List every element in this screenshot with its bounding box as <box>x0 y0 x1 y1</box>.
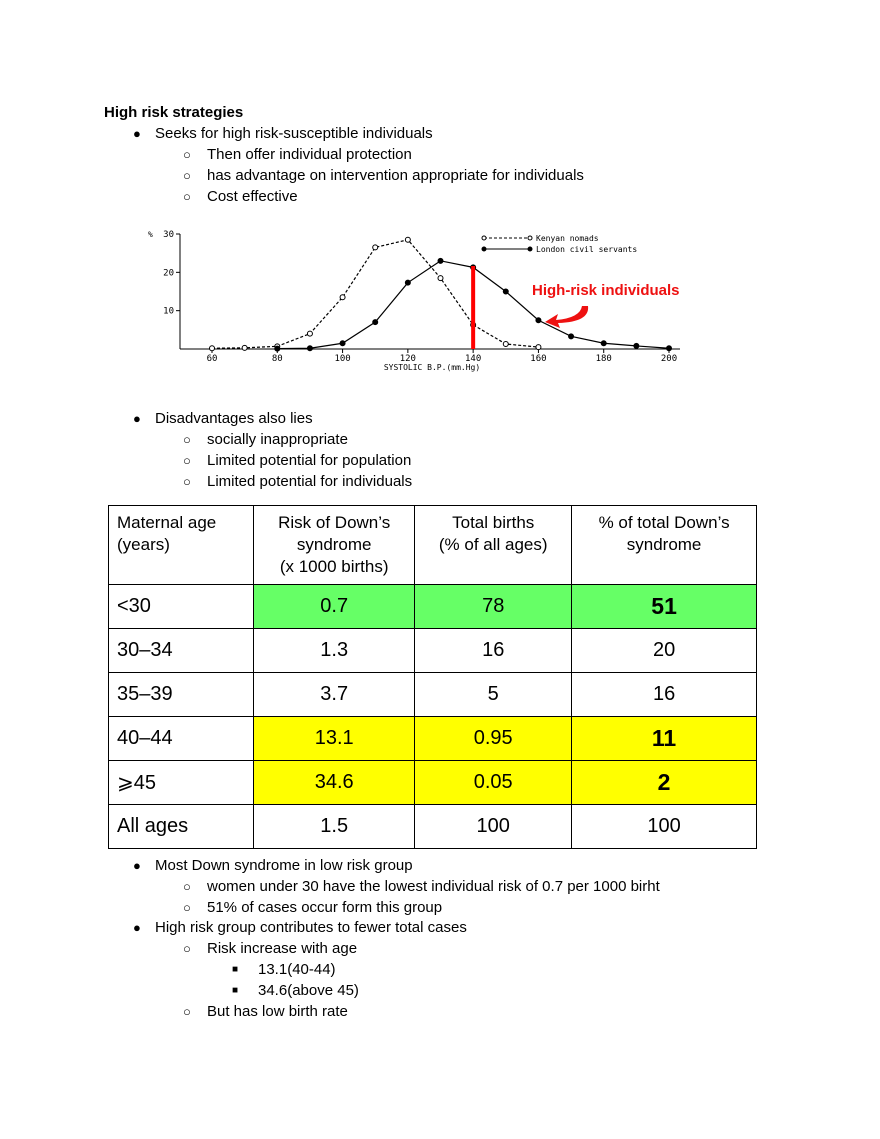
down-syndrome-table <box>108 505 757 849</box>
table-cell: 20 <box>572 629 757 673</box>
table-row <box>109 761 757 805</box>
column-header: % of total Down’s syndrome <box>572 506 757 585</box>
bullet-icon: ○ <box>183 474 191 489</box>
bullet-icon: ○ <box>183 878 191 894</box>
data-point <box>438 258 443 263</box>
bullet-icon: ● <box>133 920 141 936</box>
table-cell: 35–39 <box>109 673 254 717</box>
list-item: But has low birth rate <box>207 1002 348 1020</box>
list-item: socially inappropriate <box>207 431 348 448</box>
list-item: Seeks for high risk-susceptible individuals <box>155 125 433 142</box>
table-row <box>109 585 757 629</box>
table-cell: 0.95 <box>415 717 572 761</box>
table-cell: 78 <box>415 585 572 629</box>
data-point <box>569 334 574 339</box>
data-point <box>242 345 247 350</box>
legend-marker <box>528 236 532 240</box>
column-header: Risk of Down’s syndrome (x 1000 births) <box>254 506 415 585</box>
list-item: Limited potential for population <box>207 452 412 469</box>
x-tick-label: 120 <box>399 354 416 364</box>
x-axis-label: SYSTOLIC B.P.(mm.Hg) <box>383 363 481 372</box>
bullet-icon: ○ <box>183 147 191 162</box>
data-point <box>601 341 606 346</box>
y-tick-label: 30 <box>163 230 174 240</box>
bullet-icon: ○ <box>183 899 191 915</box>
table-row <box>109 805 757 849</box>
bp-chart <box>0 0 880 380</box>
data-point <box>307 346 312 351</box>
bullet-icon: ○ <box>183 1003 191 1019</box>
table-cell: 16 <box>415 629 572 673</box>
list-item: Then offer individual protection <box>207 146 412 163</box>
data-point <box>340 341 345 346</box>
data-point <box>275 346 280 351</box>
bullet-icon: ○ <box>183 453 191 468</box>
bullet-icon: ● <box>133 411 141 426</box>
data-point <box>307 331 312 336</box>
bullet-icon: ○ <box>183 189 191 204</box>
table-row <box>109 629 757 673</box>
data-point <box>503 289 508 294</box>
annotation-label: High-risk individuals <box>532 282 680 299</box>
table-cell: 0.7 <box>254 585 415 629</box>
table-cell: 51 <box>572 585 757 629</box>
data-point <box>405 280 410 285</box>
data-point <box>210 346 215 351</box>
bullet-icon: ■ <box>232 964 239 975</box>
data-point <box>536 345 541 350</box>
data-point <box>536 318 541 323</box>
x-tick-label: 80 <box>271 354 283 364</box>
list-item: women under 30 have the lowest individual risk of 0.7 per 1000 birht <box>207 877 660 895</box>
heading: High risk strategies <box>104 104 244 121</box>
arrow-icon <box>545 306 588 328</box>
list-item: 34.6(above 45) <box>258 981 359 999</box>
list-item: Most Down syndrome in low risk group <box>155 857 413 874</box>
y-tick-label: 10 <box>163 306 174 317</box>
table-cell: 13.1 <box>254 717 415 761</box>
data-point <box>667 346 672 351</box>
table-cell: 0.05 <box>415 761 572 805</box>
list-item: Disadvantages also lies <box>155 410 313 427</box>
table-cell: 11 <box>572 717 757 761</box>
list-item: High risk group contributes to fewer total cases <box>155 919 467 937</box>
x-tick-label: 100 <box>334 354 351 364</box>
x-tick-label: 140 <box>465 354 482 364</box>
table-cell: ⩾45 <box>109 761 254 805</box>
table-cell: 30–34 <box>109 629 254 673</box>
data-point <box>634 343 639 348</box>
table-row <box>109 673 757 717</box>
table-cell: 1.5 <box>254 805 415 849</box>
series-line-0 <box>212 240 538 348</box>
bullet-icon: ● <box>133 126 141 141</box>
table-cell: 3.7 <box>254 673 415 717</box>
bullet-icon: ○ <box>183 941 191 957</box>
table-cell: 100 <box>415 805 572 849</box>
table-cell: 5 <box>415 673 572 717</box>
table-cell: 1.3 <box>254 629 415 673</box>
x-tick-label: 180 <box>595 354 612 364</box>
list-item: Cost effective <box>207 188 298 205</box>
x-tick-label: 160 <box>530 354 547 364</box>
x-tick-label: 60 <box>206 354 218 364</box>
column-header: Maternal age (years) <box>109 506 254 585</box>
legend-label: Kenyan nomads <box>536 234 599 243</box>
data-point <box>373 320 378 325</box>
list-item: Risk increase with age <box>207 940 358 958</box>
table-cell: 100 <box>572 805 757 849</box>
data-point <box>340 295 345 300</box>
list-item: 51% of cases occur form this group <box>207 898 443 916</box>
table-cell: 34.6 <box>254 761 415 805</box>
table-cell: 16 <box>572 673 757 717</box>
data-point <box>503 342 508 347</box>
table-row <box>109 717 757 761</box>
bullet-icon: ○ <box>183 168 191 183</box>
legend-marker <box>528 247 532 251</box>
data-point <box>405 237 410 242</box>
bullet-icon: ○ <box>183 432 191 447</box>
y-axis-label: % <box>148 230 153 239</box>
x-tick-label: 200 <box>660 354 678 364</box>
table-cell: <30 <box>109 585 254 629</box>
y-tick-label: 20 <box>163 268 174 279</box>
data-point <box>438 276 443 281</box>
table-cell: 40–44 <box>109 717 254 761</box>
legend-marker <box>482 236 486 240</box>
bullet-icon: ■ <box>232 984 239 996</box>
legend-marker <box>482 247 486 251</box>
legend-label: London civil servants <box>536 245 638 254</box>
table-cell: 2 <box>572 761 757 805</box>
list-item: has advantage on intervention appropriate for individuals <box>207 167 584 184</box>
table-cell: All ages <box>109 805 254 849</box>
list-item: Limited potential for individuals <box>207 473 413 490</box>
column-header: Total births (% of all ages) <box>415 506 572 585</box>
list-item: 13.1(40-44) <box>258 961 336 978</box>
bullet-icon: ● <box>133 858 141 873</box>
data-point <box>373 245 378 250</box>
